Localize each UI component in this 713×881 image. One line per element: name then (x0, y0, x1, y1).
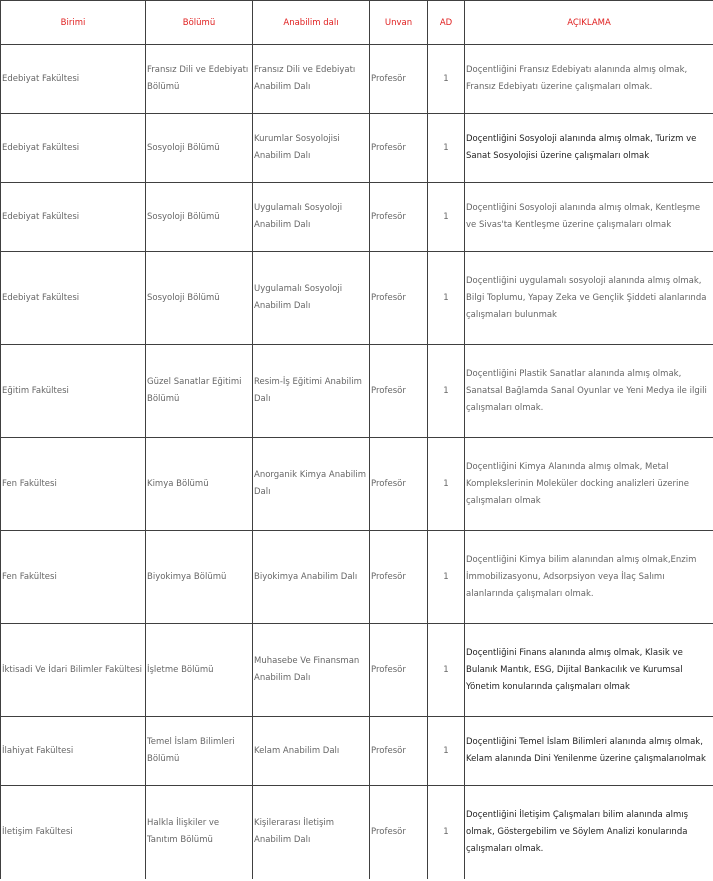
cell-unvan: Profesör (370, 345, 428, 438)
cell-bolumu: Fransız Dili ve Edebiyatı Bölümü (146, 45, 253, 114)
cell-bolumu: Halkla İlişkiler ve Tanıtım Bölümü (146, 786, 253, 879)
cell-birimi: İletişim Fakültesi (1, 786, 146, 879)
cell-bolumu: Sosyoloji Bölümü (146, 252, 253, 345)
cell-aciklama: Doçentliğini Finans alanında almış olmak, Klasik ve Bulanık Mantık, ESG, Dijital Bankacılık ve Kurumsal Yönetim konularında çalışmaları olmak (465, 624, 713, 717)
table-row (1, 624, 713, 717)
cell-ad: 1 (428, 345, 465, 438)
cell-anabilim-dali: Kurumlar Sosyolojisi Anabilim Dalı (253, 114, 370, 183)
cell-birimi: Edebiyat Fakültesi (1, 183, 146, 252)
cell-ad: 1 (428, 717, 465, 786)
cell-bolumu: İşletme Bölümü (146, 624, 253, 717)
cell-ad: 1 (428, 786, 465, 879)
cell-ad: 1 (428, 114, 465, 183)
cell-bolumu: Sosyoloji Bölümü (146, 183, 253, 252)
table-row (1, 252, 713, 345)
cell-unvan: Profesör (370, 45, 428, 114)
cell-anabilim-dali: Uygulamalı Sosyoloji Anabilim Dalı (253, 252, 370, 345)
table-row (1, 531, 713, 624)
cell-anabilim-dali: Resim-İş Eğitimi Anabilim Dalı (253, 345, 370, 438)
cell-aciklama: Doçentliğini Sosyoloji alanında almış olmak, Kentleşme ve Sivas'ta Kentleşme üzerine çalışmaları olmak (465, 183, 713, 252)
cell-birimi: İktisadi Ve İdari Bilimler Fakültesi (1, 624, 146, 717)
cell-ad: 1 (428, 531, 465, 624)
cell-aciklama: Doçentliğini Temel İslam Bilimleri alanında almış olmak, Kelam alanında Dini Yenilenme üzerine çalışmalarıolmak (465, 717, 713, 786)
cell-unvan: Profesör (370, 114, 428, 183)
table-row (1, 786, 713, 879)
cell-anabilim-dali: Kelam Anabilim Dalı (253, 717, 370, 786)
cell-anabilim-dali: Muhasebe Ve Finansman Anabilim Dalı (253, 624, 370, 717)
column-header-aciklama: AÇIKLAMA (465, 1, 713, 45)
cell-bolumu: Temel İslam Bilimleri Bölümü (146, 717, 253, 786)
cell-birimi: İlahiyat Fakültesi (1, 717, 146, 786)
cell-birimi: Fen Fakültesi (1, 531, 146, 624)
cell-anabilim-dali: Kişilerarası İletişim Anabilim Dalı (253, 786, 370, 879)
cell-anabilim-dali: Fransız Dili ve Edebiyatı Anabilim Dalı (253, 45, 370, 114)
column-header-birimi: Birimi (1, 1, 146, 45)
cell-ad: 1 (428, 45, 465, 114)
cell-aciklama: Doçentliğini Kimya Alanında almış olmak, Metal Komplekslerinin Moleküler docking analizleri üzerine çalışmaları olmak (465, 438, 713, 531)
cell-birimi: Eğitim Fakültesi (1, 345, 146, 438)
cell-ad: 1 (428, 183, 465, 252)
cell-aciklama: Doçentliğini Sosyoloji alanında almış olmak, Turizm ve Sanat Sosyolojisi üzerine çalışmaları olmak (465, 114, 713, 183)
cell-aciklama: Doçentliğini İletişim Çalışmaları bilim alanında almış olmak, Göstergebilim ve Söylem Analizi konularında çalışmaları olmak. (465, 786, 713, 879)
cell-bolumu: Sosyoloji Bölümü (146, 114, 253, 183)
cell-anabilim-dali: Biyokimya Anabilim Dalı (253, 531, 370, 624)
cell-unvan: Profesör (370, 183, 428, 252)
column-header-anabilim-dali: Anabilim dalı (253, 1, 370, 45)
column-header-unvan: Unvan (370, 1, 428, 45)
cell-ad: 1 (428, 438, 465, 531)
cell-ad: 1 (428, 252, 465, 345)
cell-unvan: Profesör (370, 717, 428, 786)
cell-aciklama: Doçentliğini Plastik Sanatlar alanında almış olmak, Sanatsal Bağlamda Sanal Oyunlar ve Yeni Medya ile ilgili çalışmaları olmak. (465, 345, 713, 438)
column-header-ad: AD (428, 1, 465, 45)
cell-unvan: Profesör (370, 624, 428, 717)
cell-anabilim-dali: Uygulamalı Sosyoloji Anabilim Dalı (253, 183, 370, 252)
cell-birimi: Fen Fakültesi (1, 438, 146, 531)
cell-ad: 1 (428, 624, 465, 717)
table-row (1, 45, 713, 114)
cell-anabilim-dali: Anorganik Kimya Anabilim Dalı (253, 438, 370, 531)
cell-aciklama: Doçentliğini Kimya bilim alanından almış olmak,Enzim İmmobilizasyonu, Adsorpsiyon veya İlaç Salımı alanlarında çalışmaları olmak. (465, 531, 713, 624)
table-row (1, 438, 713, 531)
cell-bolumu: Güzel Sanatlar Eğitimi Bölümü (146, 345, 253, 438)
cell-birimi: Edebiyat Fakültesi (1, 114, 146, 183)
cell-aciklama: Doçentliğini Fransız Edebiyatı alanında almış olmak, Fransız Edebiyatı üzerine çalışmaları olmak. (465, 45, 713, 114)
cell-unvan: Profesör (370, 438, 428, 531)
cell-unvan: Profesör (370, 252, 428, 345)
cell-unvan: Profesör (370, 531, 428, 624)
cell-bolumu: Kimya Bölümü (146, 438, 253, 531)
table-row (1, 345, 713, 438)
cell-bolumu: Biyokimya Bölümü (146, 531, 253, 624)
table-row (1, 717, 713, 786)
header-row (1, 1, 713, 45)
cell-unvan: Profesör (370, 786, 428, 879)
cell-birimi: Edebiyat Fakültesi (1, 45, 146, 114)
cell-birimi: Edebiyat Fakültesi (1, 252, 146, 345)
cell-aciklama: Doçentliğini uygulamalı sosyoloji alanında almış olmak, Bilgi Toplumu, Yapay Zeka ve Gençlik Şiddeti alanlarında çalışmaları bulunmak (465, 252, 713, 345)
table-row (1, 183, 713, 252)
column-header-bolumu: Bölümü (146, 1, 253, 45)
table-row (1, 114, 713, 183)
